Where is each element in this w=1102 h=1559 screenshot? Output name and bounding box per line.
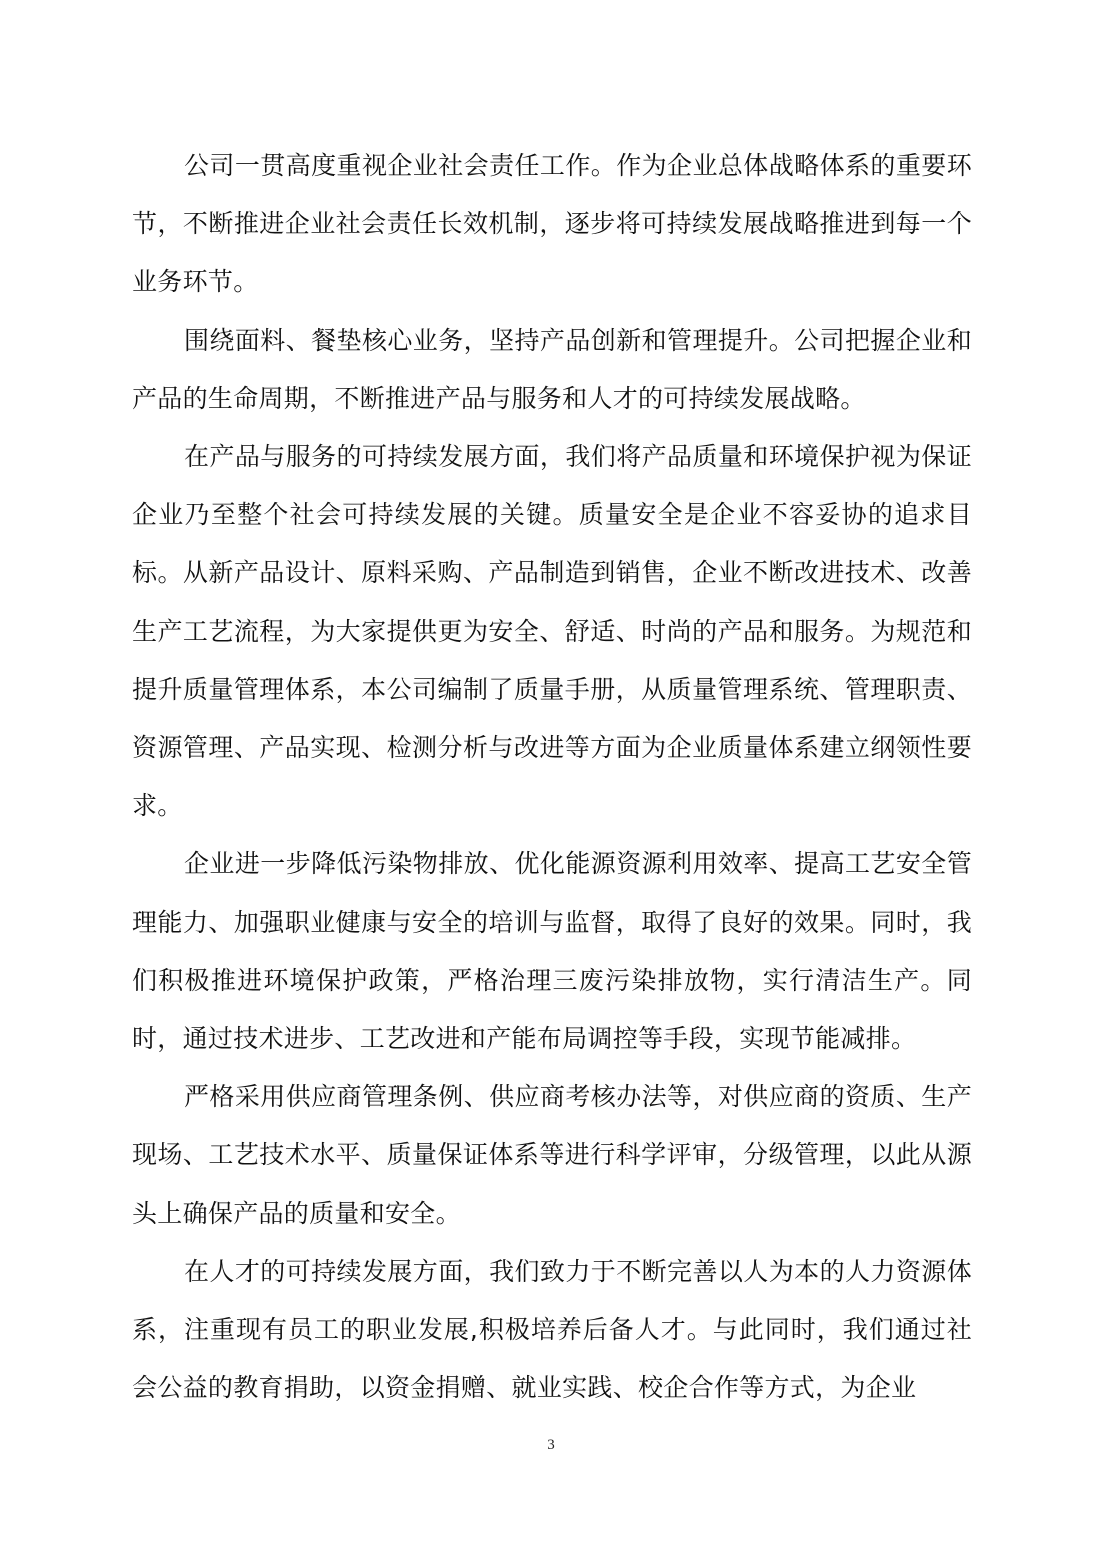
paragraph-product-quality: 在产品与服务的可持续发展方面，我们将产品质量和环境保护视为保证企业乃至整个社会可持续发展的关键。质量安全是企业不容妥协的追求目标。从新产品设计、原料采购、产品制造到销售，企业不断改进技术、改善生产工艺流程，为大家提供更为安全、舒适、时尚的产品和服务。为规范和提升质量管理体系，本公司编制了质量手册，从质量管理系统、管理职责、资源管理、产品实现、检测分析与改进等方面为企业质量体系建立纲领性要求。 <box>132 442 972 821</box>
paragraph-talent: 在人才的可持续发展方面，我们致力于不断完善以人为本的人力资源体系，注重现有员工的职业发展,积极培养后备人才。与此同时，我们通过社会公益的教育捐助，以资金捐赠、就业实践、校企合作等方式，为企业 <box>132 1256 972 1403</box>
paragraph-social-responsibility: 公司一贯高度重视企业社会责任工作。作为企业总体战略体系的重要环节，不断推进企业社会责任长效机制，逐步将可持续发展战略推进到每一个业务环节。 <box>132 151 972 297</box>
body-text <box>132 137 972 1417</box>
paragraph-environment: 企业进一步降低污染物排放、优化能源资源利用效率、提高工艺安全管理能力、加强职业健康与安全的培训与监督，取得了良好的效果。同时，我们积极推进环境保护政策，严格治理三废污染排放物，实行清洁生产。同时，通过技术进步、工艺改进和产能布局调控等手段，实现节能减排。 <box>132 849 972 1054</box>
paragraph-core-business: 围绕面料、餐垫核心业务，坚持产品创新和管理提升。公司把握企业和产品的生命周期，不断推进产品与服务和人才的可持续发展战略。 <box>132 325 972 413</box>
paragraph-suppliers: 严格采用供应商管理条例、供应商考核办法等，对供应商的资质、生产现场、工艺技术水平、质量保证体系等进行科学评审，分级管理，以此从源头上确保产品的质量和安全。 <box>132 1082 972 1228</box>
page-number: 3 <box>547 1437 555 1453</box>
